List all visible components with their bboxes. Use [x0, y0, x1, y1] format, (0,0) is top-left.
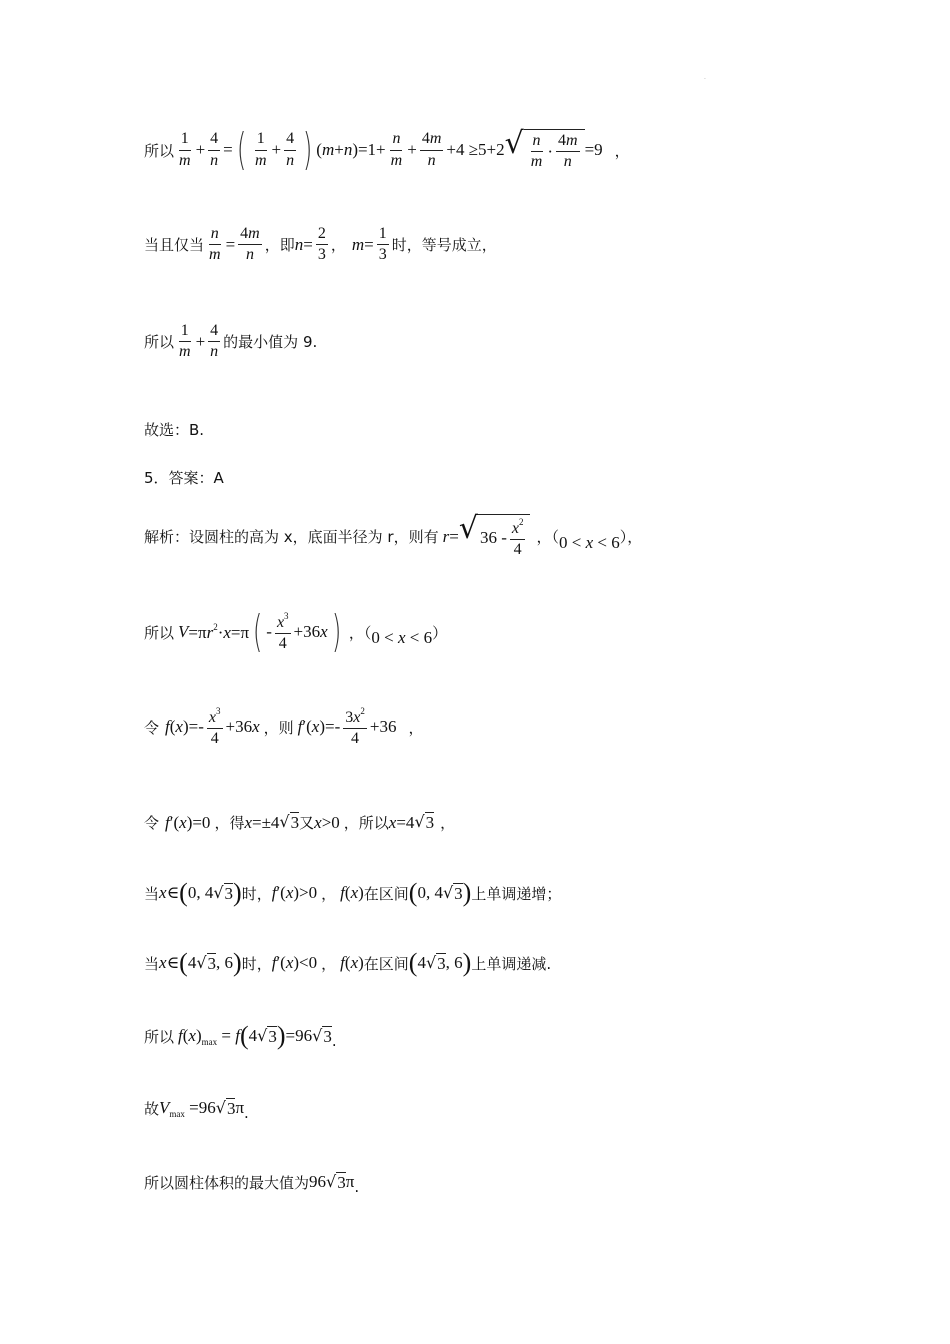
- text-paren-close: ）: [432, 623, 448, 642]
- text-lead: 所以圆柱体积的最大值为: [144, 1173, 310, 1192]
- text-paren-open: ，（: [348, 623, 372, 642]
- equation-line-11: 当 x∈ ( 4 √ 3 , 6 ) 时， f′(x)<0 ， f(x) 在区间 ( 4 √ 3 , 6 ) 上单调递减.: [144, 948, 552, 977]
- equation-line-7: 所以 V $=\pi r^2\cdot x=\pi$ ( - $\frac{x^3}{4}$ +36x ) ，（ 0 < x < 6 ）: [144, 606, 448, 657]
- text-tail: .: [331, 1032, 337, 1050]
- text-mid2: ，: [321, 954, 337, 973]
- text-mid: 时，: [241, 884, 272, 903]
- corner-mark: ·: [704, 76, 706, 83]
- text-tail: ，: [440, 814, 456, 832]
- text-paren-open: ，（: [536, 528, 559, 547]
- equation-line-10: 当 x∈ ( 0, 4 √ 3 ) 时， f′(x)>0 ， f(x) 在区间 ( 0, 4 √ 3 ) 上单调递增；: [144, 878, 562, 907]
- text-lead: 令: [144, 814, 160, 832]
- text-tail: 的最小值为 9.: [223, 333, 318, 352]
- equation-line-14: 所以圆柱体积的最大值为 96 √ 3 π .: [144, 1171, 360, 1196]
- equation-line-2: 当且仅当 $\frac{n}{m}$ = $\frac{4m}{n}$ ，即 n = $\frac{2}{3}$ ， m = $\frac{1}{3}$ 时，等号成立，: [144, 225, 497, 264]
- text-tail: 时，等号成立，: [391, 236, 497, 255]
- equation-line-13: 故 $V_{max} =96$ √ 3 π .: [144, 1097, 249, 1122]
- text-paren-close: ），: [619, 528, 643, 547]
- text-sep: ，: [330, 236, 346, 255]
- fraction: $\frac{4}{n}$: [210, 130, 219, 169]
- answer-choice-line: [144, 419, 204, 440]
- text-lead: 所以: [144, 623, 175, 642]
- text-lead: 令: [144, 718, 160, 737]
- text-mid2: ，: [321, 884, 337, 903]
- text-mid2: 又: [299, 814, 315, 832]
- text-mid3: 在区间: [363, 884, 409, 903]
- text-lead: 当: [144, 954, 160, 973]
- text-tail: .: [244, 1104, 249, 1122]
- text-tail: 上单调递减.: [471, 954, 552, 973]
- equation-line-3: 所以 $\frac{1}{m}$ + $\frac{4}{n}$ 的最小值为 9.: [144, 322, 318, 361]
- text-lead: 所以: [144, 141, 175, 160]
- text-lead: 解析：设圆柱的高为 x，底面半径为 r，则有: [144, 528, 439, 547]
- equation-line-1: 所以 $\frac{1}{m}$ + $\frac{4}{n}$ = ( $\frac{1}{m}$ + $\frac{4}{n}$ ) (m+n)=1+ $\frac{n}{m}$ + $\frac{4m}{n}$ +4 ≥5+2 √ $\frac{n}{m}$ · $\frac{4m}{n}$ =9 ，: [144, 124, 630, 175]
- text-mid: ，即: [264, 236, 295, 255]
- equation-line-12: 所以 $f(x)_{max} = f$ ( 4 √ 3 ) =96 √ 3 .: [144, 1021, 337, 1050]
- text-lead: 故: [144, 1099, 160, 1118]
- text-mid3: ，所以: [343, 814, 389, 832]
- text-mid: 时，: [241, 954, 272, 973]
- text: 5．答案：A: [144, 469, 224, 487]
- text-tail: ，: [408, 718, 424, 737]
- text-lead: 所以: [144, 1027, 175, 1046]
- text-tail: 上单调递增；: [471, 884, 562, 903]
- answer-heading-5: [144, 467, 224, 488]
- text-tail: .: [354, 1178, 360, 1196]
- square-root: √ $\frac{n}{m}$ · $\frac{4m}{n}$: [505, 129, 585, 172]
- fraction: $\frac{1}{m}$: [179, 130, 191, 169]
- text-lead: 所以: [144, 333, 175, 352]
- text-mid: ，则: [263, 718, 294, 737]
- text-lead: 当且仅当: [144, 236, 205, 255]
- text-tail: ，: [614, 141, 630, 160]
- text: 故选：B.: [144, 421, 205, 439]
- equation-line-6: 解析：设圆柱的高为 x，底面半径为 r，则有 r = √ 36 - $\frac{x^2}{4}$ ，（ 0 < x < 6 ），: [144, 511, 643, 559]
- square-root: √ 36 - $\frac{x^2}{4}$: [459, 514, 531, 560]
- equation-line-9: 令 f′(x)=0 ，得 x=±4 √ 3 又 x>0 ，所以 x=4 √ 3 ，: [144, 812, 456, 832]
- text-lead: 当: [144, 884, 160, 903]
- text-mid: ，得: [214, 814, 245, 832]
- equation-line-8: 令 f(x)=- $\frac{x^3}{4}$ +36x ，则 f′(x)=- $\frac{3x^2}{4}$ +36 ，: [144, 706, 424, 748]
- text-mid3: 在区间: [363, 954, 409, 973]
